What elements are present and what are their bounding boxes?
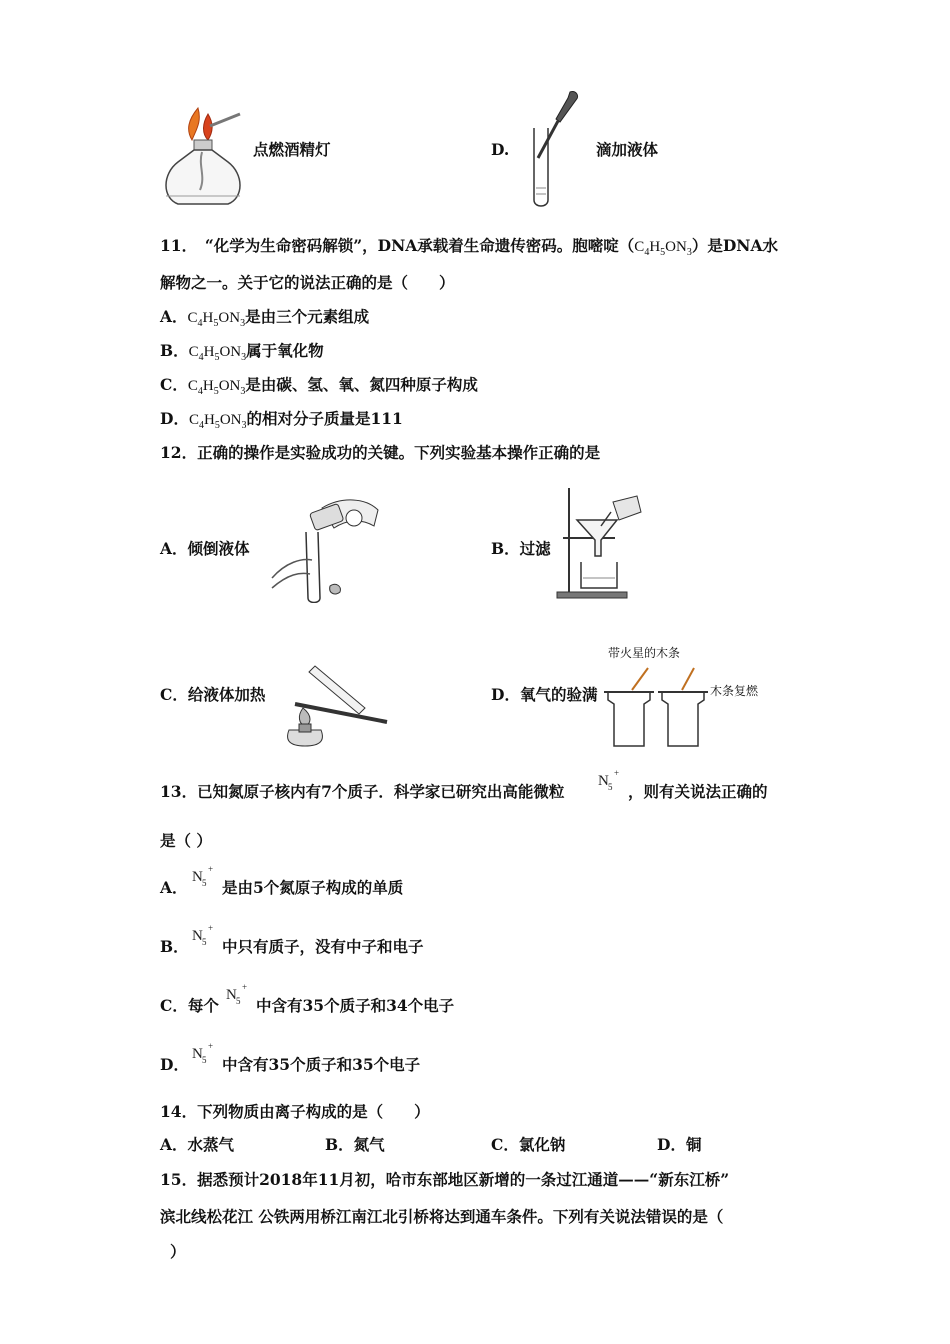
ion-subscript: 5 xyxy=(202,937,207,947)
ion-subscript: 5 xyxy=(608,782,613,792)
q11-stem-line1 xyxy=(160,238,778,258)
q13-option-b-text: 中只有质子，没有中子和电子 xyxy=(222,937,424,956)
q13-option-a-letter: A． xyxy=(160,878,188,897)
q11-option-d xyxy=(160,411,403,431)
filtration-figure xyxy=(553,482,653,602)
q11-formula: $C_4H_5ON_3$ xyxy=(187,310,246,329)
q11-stem-line2: 解物之一。关于它的说法正确的是（ ） xyxy=(160,273,455,292)
q13-option-b-letter: B． xyxy=(160,937,189,956)
option-letter: C． xyxy=(160,375,188,394)
option-text: 的相对分子质量是111 xyxy=(246,409,403,428)
q14-option-d xyxy=(657,1137,701,1153)
option-letter: D． xyxy=(657,1135,686,1154)
option-text: 属于氧化物 xyxy=(246,341,324,360)
option-letter: C． xyxy=(160,996,188,1015)
ion-superscript: + xyxy=(208,864,214,874)
q13-stem-line2: 是（ ） xyxy=(160,831,212,850)
ion-superscript: + xyxy=(242,982,248,992)
q12-d-label-glowing-splint: 带火星的木条 xyxy=(608,646,681,660)
q11-stem-prefix: 11． “化学为生命密码解锁”，DNA承载着生命遗传密码。胞嘧啶（ xyxy=(160,236,635,255)
ion-subscript: 5 xyxy=(202,1055,207,1065)
option-letter: C． xyxy=(160,685,188,704)
ion-superscript: + xyxy=(208,1041,214,1051)
q13-ion-b xyxy=(192,923,214,947)
q11-formula: $C_4H_5ON_3$ xyxy=(187,378,246,397)
q15-stem-line2: 滨北线松花江 公铁两用桥江南江北引桥将达到通车条件。下列有关说法错误的是（ xyxy=(160,1207,724,1226)
ion-symbol: N xyxy=(226,987,237,1003)
option-text: 倾倒液体 xyxy=(187,539,250,558)
q13-option-d-text: 中含有35个质子和35个电子 xyxy=(222,1055,421,1074)
q14-option-a xyxy=(160,1137,234,1153)
option-text: 铜 xyxy=(685,1135,702,1154)
option-letter: A． xyxy=(160,307,188,326)
option-letter: A． xyxy=(160,539,188,558)
q15-stem-line3: ） xyxy=(170,1242,186,1261)
option-letter: B． xyxy=(160,341,189,360)
alcohol-lamp-lighting-figure xyxy=(158,100,248,220)
option-text: 氮气 xyxy=(353,1135,385,1154)
top-option-c-label: 点燃酒精灯 xyxy=(253,140,331,159)
ion-subscript: 5 xyxy=(236,996,241,1006)
q13-ion-d xyxy=(192,1041,214,1065)
ion-superscript: + xyxy=(208,923,214,933)
option-text: 是由三个元素组成 xyxy=(245,307,370,326)
q13-stem-prefix: 13．已知氮原子核内有7个质子．科学家已研究出高能微粒 xyxy=(160,782,565,801)
pouring-liquid-figure xyxy=(262,478,387,603)
q12-option-a xyxy=(160,541,250,557)
q13-option-a-text: 是由5个氮原子构成的单质 xyxy=(222,878,404,897)
q15-stem-line1: 15．据悉预计2018年11月初，哈市东部地区新增的一条过江通道——“新东江桥” xyxy=(160,1170,730,1189)
q13-ion-stem xyxy=(598,768,620,792)
ion-superscript: + xyxy=(614,768,620,778)
q11-stem-suffix: ）是DNA水 xyxy=(691,236,778,255)
option-text: 给液体加热 xyxy=(187,685,266,704)
option-letter: D． xyxy=(491,685,520,704)
option-letter: C． xyxy=(491,1135,519,1154)
q11-formula: $C_4H_5ON_3$ xyxy=(188,412,247,431)
q13-option-c-text: 中含有35个质子和34个电子 xyxy=(256,996,455,1015)
q11-formula: $C_4H_5ON_3$ xyxy=(188,344,247,363)
q11-formula: $C_4H_5ON_3$ xyxy=(634,239,692,258)
q13-ion-c xyxy=(226,982,248,1006)
option-text: 是由碳、氢、氧、氮四种原子构成 xyxy=(245,375,478,394)
option-text: 水蒸气 xyxy=(187,1135,235,1154)
oxygen-test-figure xyxy=(602,660,712,755)
top-option-d-label: 滴加液体 xyxy=(596,140,659,159)
option-letter: D． xyxy=(160,409,189,428)
q12-option-c xyxy=(160,687,265,703)
top-option-d-letter: D. xyxy=(491,140,510,159)
q14-option-b xyxy=(325,1137,385,1153)
option-letter: B． xyxy=(491,539,520,558)
ion-symbol: N xyxy=(192,928,203,944)
ion-subscript: 5 xyxy=(202,878,207,888)
option-letter: A． xyxy=(160,1135,188,1154)
dropper-test-tube-figure xyxy=(520,88,590,213)
q11-option-a xyxy=(160,309,369,329)
option-text: 氯化钠 xyxy=(518,1135,566,1154)
option-text: 氧气的验满 xyxy=(519,685,598,704)
q12-option-b xyxy=(491,541,551,557)
q11-option-b xyxy=(160,343,324,363)
q13-option-d-letter: D． xyxy=(160,1055,189,1074)
q12-option-d xyxy=(491,687,597,703)
option-letter: B． xyxy=(325,1135,354,1154)
q13-ion-a xyxy=(192,864,214,888)
heating-liquid-figure xyxy=(275,660,395,750)
q13-stem-suffix: ，则有关说法正确的 xyxy=(628,782,768,801)
q12-stem: 12．正确的操作是实验成功的关键。下列实验基本操作正确的是 xyxy=(160,443,601,462)
ion-symbol: N xyxy=(598,773,609,789)
q11-option-c xyxy=(160,377,478,397)
ion-symbol: N xyxy=(192,1046,203,1062)
q13-option-c-lead xyxy=(160,998,219,1014)
q14-stem: 14．下列物质由离子构成的是（ ） xyxy=(160,1102,430,1121)
q14-option-c xyxy=(491,1137,565,1153)
q12-d-label-splint-relights: 木条复燃 xyxy=(710,684,759,698)
option-pre: 每个 xyxy=(187,996,219,1015)
option-text: 过滤 xyxy=(519,539,551,558)
ion-symbol: N xyxy=(192,869,203,885)
